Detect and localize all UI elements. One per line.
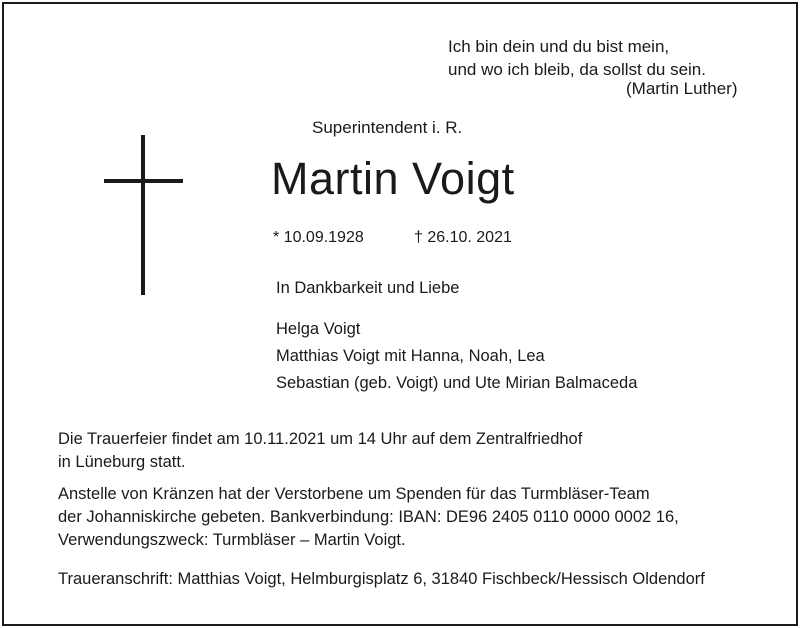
funeral-info-line-2: in Lüneburg statt.	[58, 453, 186, 471]
death-date: † 26.10. 2021	[414, 229, 512, 246]
birth-date: * 10.09.1928	[273, 229, 364, 246]
mourners-intro: In Dankbarkeit und Liebe	[276, 279, 460, 297]
donation-line-2: der Johanniskirche gebeten. Bankverbindung: IBAN: DE96 2405 0110 0000 0002 16,	[58, 508, 679, 526]
donation-line-3: Verwendungszweck: Turmbläser – Martin Voigt.	[58, 531, 406, 549]
quote-author: (Martin Luther)	[626, 79, 738, 98]
donation-line-1: Anstelle von Kränzen hat der Verstorbene um Spenden für das Turmbläser-Team	[58, 485, 650, 503]
mourner-name: Matthias Voigt mit Hanna, Noah, Lea	[276, 347, 545, 365]
deceased-title: Superintendent i. R.	[312, 118, 463, 137]
mourner-name: Sebastian (geb. Voigt) und Ute Mirian Balmaceda	[276, 374, 638, 392]
mourning-address: Traueranschrift: Matthias Voigt, Helmburgisplatz 6, 31840 Fischbeck/Hessisch Oldendorf	[58, 570, 705, 588]
quote-line-1: Ich bin dein und du bist mein,	[448, 37, 670, 56]
deceased-name: Martin Voigt	[271, 153, 515, 204]
mourner-name: Helga Voigt	[276, 320, 361, 338]
quote-line-2: und wo ich bleib, da sollst du sein.	[448, 60, 706, 79]
funeral-info-line-1: Die Trauerfeier findet am 10.11.2021 um 14 Uhr auf dem Zentralfriedhof	[58, 430, 583, 448]
